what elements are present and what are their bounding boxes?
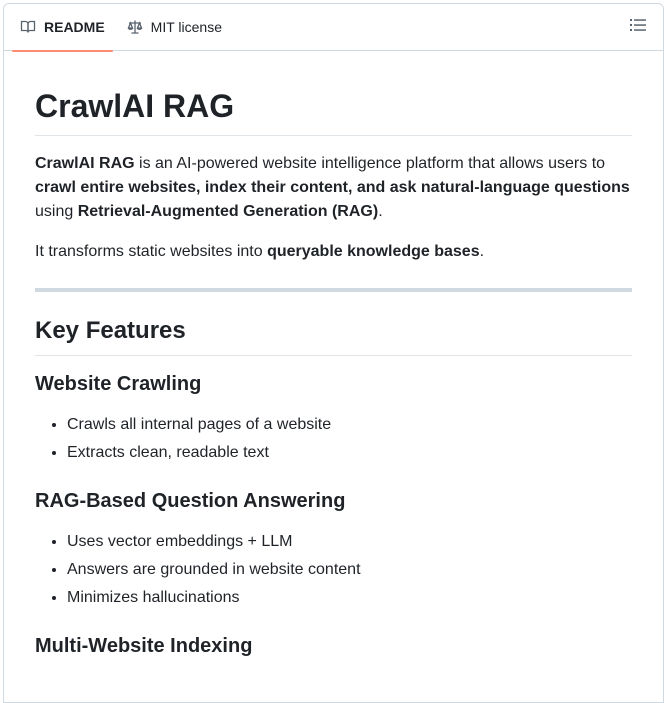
- intro-bold-crawl: crawl entire websites, index their content, and ask natural-language questions: [35, 179, 630, 196]
- multi-website-indexing-heading: Multi-Website Indexing: [35, 635, 253, 657]
- list-item: • Answers are grounded in website content: [67, 558, 632, 582]
- book-icon: [20, 19, 36, 35]
- intro-text-3: .: [378, 203, 383, 220]
- list-item: • Crawls all internal pages of a website: [67, 413, 632, 437]
- intro-text-2: using: [35, 203, 78, 220]
- law-scale-icon: [127, 19, 143, 35]
- website-crawling-list: [35, 413, 632, 465]
- readme-tab-bar: [4, 4, 663, 51]
- transform-text-1: It transforms static websites into: [35, 243, 268, 260]
- website-crawling-heading: Website Crawling: [35, 373, 202, 395]
- list-item: • Uses vector embeddings + LLM: [67, 530, 632, 554]
- tab-readme[interactable]: [12, 4, 113, 51]
- list-item: • Minimizes hallucinations: [67, 586, 632, 610]
- readme-content: [4, 51, 663, 659]
- readme-title: CrawlAI RAG: [35, 86, 632, 136]
- list-item: • Extracts clean, readable text: [67, 441, 632, 465]
- key-features-heading: Key Features: [35, 316, 632, 356]
- transform-paragraph: [35, 240, 632, 264]
- intro-bold-name: CrawlAI RAG: [35, 155, 135, 172]
- section-divider: [35, 288, 632, 292]
- tab-mit-license[interactable]: [119, 4, 230, 51]
- transform-bold: queryable knowledge bases: [267, 243, 480, 260]
- tab-readme-label: README: [44, 19, 105, 35]
- rag-qa-list: [35, 530, 632, 610]
- rag-qa-heading: RAG-Based Question Answering: [35, 490, 346, 512]
- table-of-contents-button[interactable]: [629, 19, 647, 35]
- intro-bold-rag: Retrieval-Augmented Generation (RAG): [77, 203, 379, 220]
- transform-text-2: .: [479, 243, 485, 260]
- readme-panel: [3, 3, 664, 703]
- tab-mit-license-label: MIT license: [150, 19, 222, 35]
- intro-paragraph: [35, 152, 632, 224]
- intro-text-1: is an AI-powered website intelligence platform that allows users to: [134, 155, 606, 172]
- list-unordered-icon: [630, 18, 646, 37]
